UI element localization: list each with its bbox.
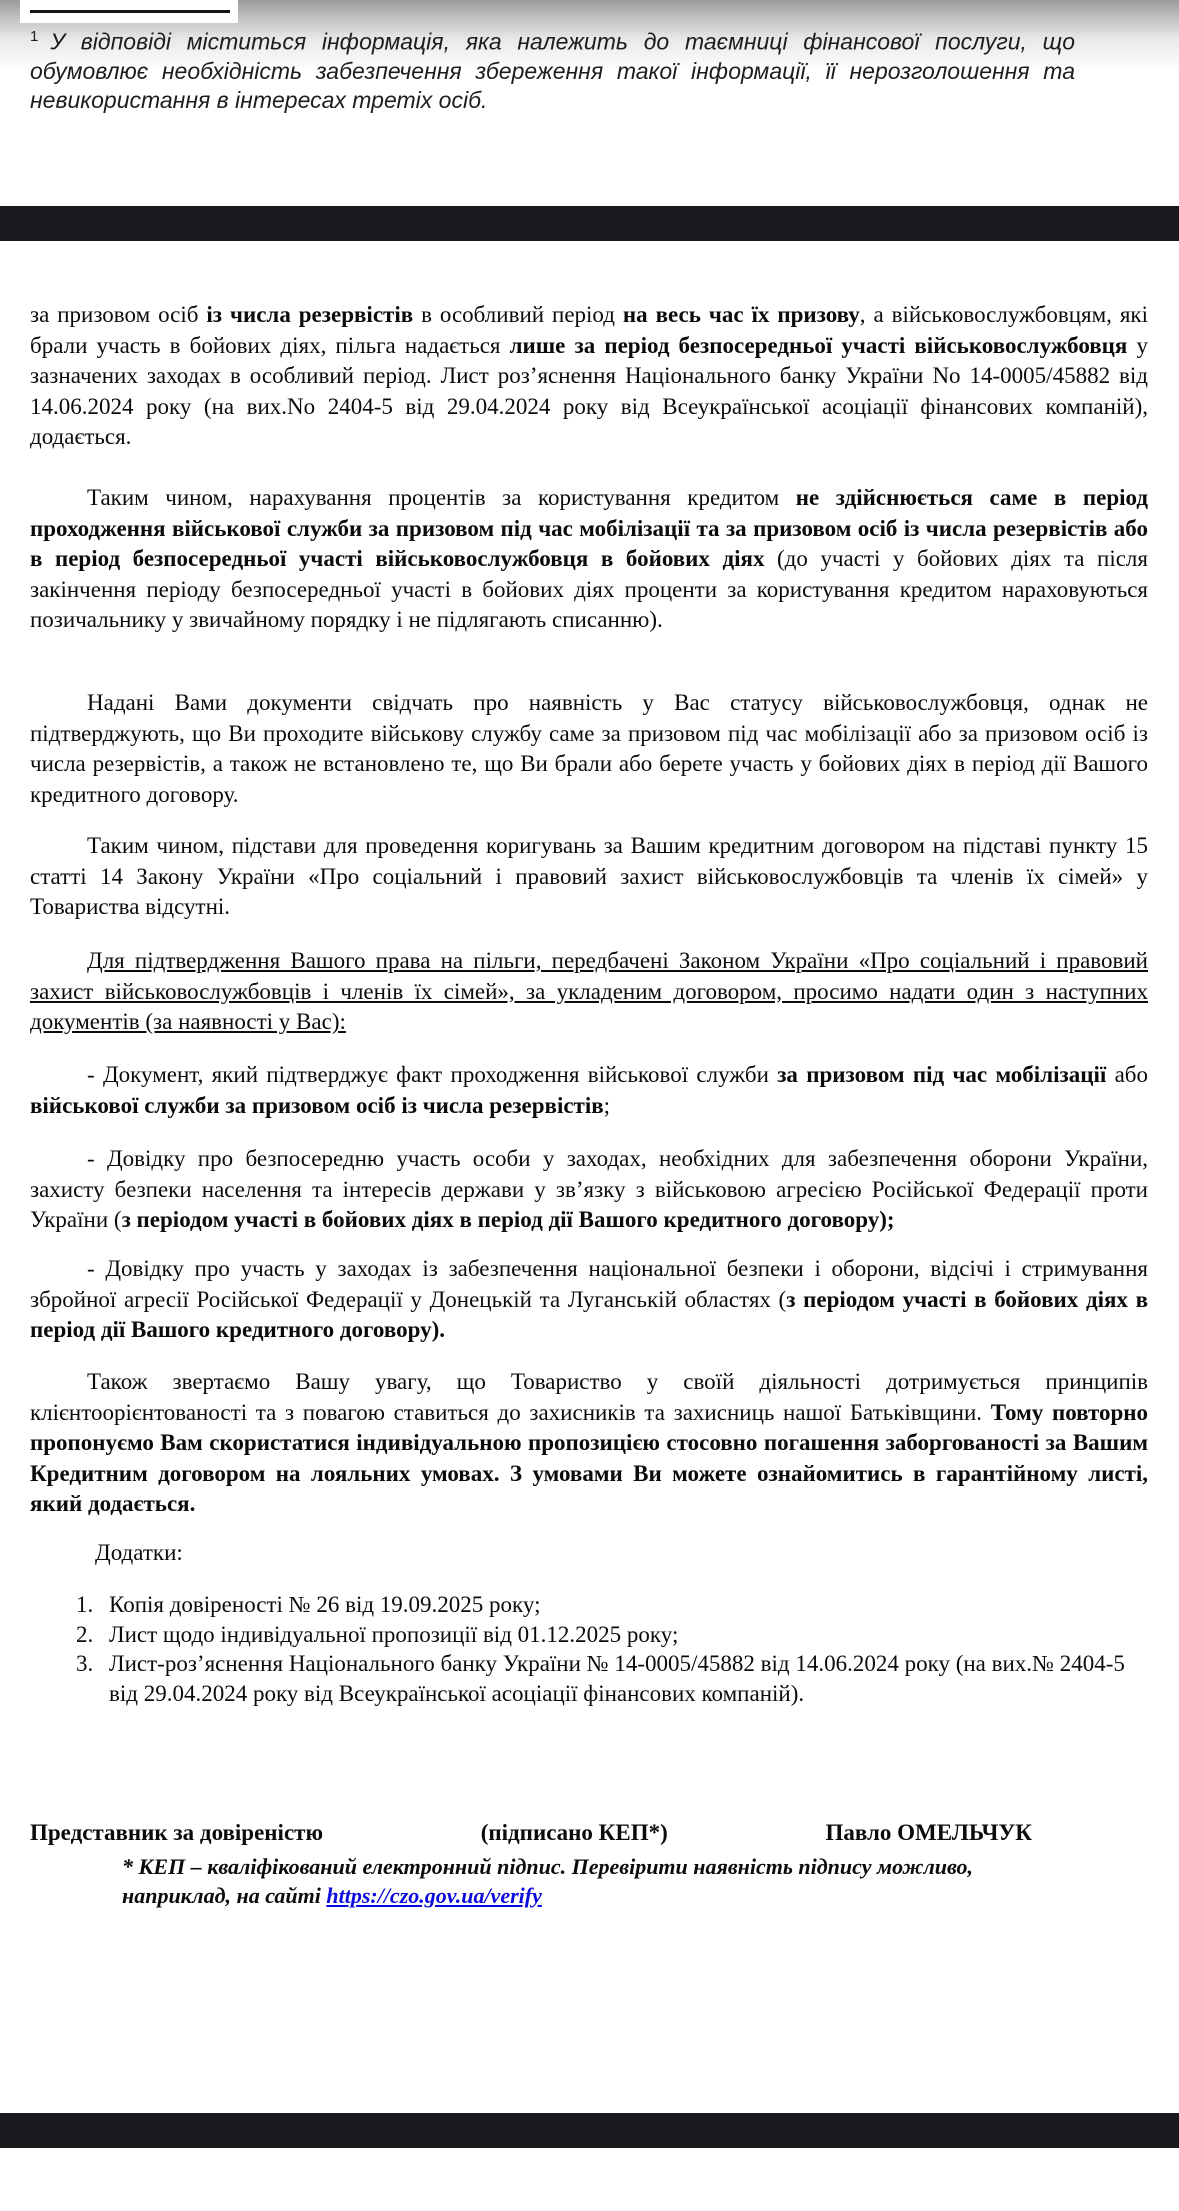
paragraph-no-grounds: Таким чином, підстави для проведення коригувань за Вашим кредитним договором на підставі пункту 15 статті 14 Закону України «Про соціальний і правовий захист військовослужбовців та членів їх сімей» у Товариства відсутні. bbox=[30, 833, 1148, 919]
paragraph-document-option-3: - Довідку про участь у заходах із забезпечення національної безпеки і оборони, відсічі і стримування збройної агресії Російської Федерації у Донецькій та Луганській областях (з періодом участі в бойових діях в період дії Вашого кредитного договору). bbox=[30, 1256, 1148, 1342]
paragraph-document-option-1: - Документ, який підтверджує факт проходження військової служби за призовом під час мобілізації або військової служби за призовом осіб із числа резервістів; bbox=[30, 1062, 1148, 1118]
qes-footnote: * КЕП – кваліфікований електронний підпис. Перевірити наявність підпису можливо, наприклад, на сайті https://czo.gov.ua/verify bbox=[122, 1854, 974, 1908]
signing-method: (підписано КЕП*) bbox=[480, 1820, 668, 1845]
paragraph-documents-status: Надані Вами документи свідчать про наявність у Вас статусу військовослужбовця, однак не підтверджують, що Ви проходите військову службу саме за призовом під час мобілізації або за призовом осіб із числа резервістів, а також не встановлено те, що Ви брали або берете участь у бойових діях в період дії Вашого кредитного договору. bbox=[30, 690, 1148, 807]
verify-link[interactable]: https://czo.gov.ua/verify bbox=[326, 1883, 542, 1908]
footnote-separator-line bbox=[30, 10, 230, 13]
footnote bbox=[30, 22, 1075, 115]
paragraph-interest-accrual: Таким чином, нарахування процентів за користування кредитом не здійснюється саме в період проходження військової служби за призовом під час мобілізації та за призовом осіб із числа резервістів або в період безпосередньої участі військовослужбовця в бойових діях (до участі у бойових діях та після закінчення періоду безпосередньої участі в бойових діях проценти за користування кредитом нараховуються позичальнику у звичайному порядку і не підлягають списанню). bbox=[30, 485, 1148, 632]
signer-name: Павло ОМЕЛЬЧУК bbox=[825, 1820, 1032, 1845]
attachment-item: 2. Лист щодо індивідуальної пропозиції від 01.12.2025 року; bbox=[99, 1620, 1129, 1650]
attachment-item: 3. Лист-роз’яснення Національного банку України № 14-0005/45882 від 14.06.2024 року (на вих.№ 2404-5 від 29.04.2024 року від Всеукраїнської асоціації фінансових компаній). bbox=[99, 1649, 1129, 1708]
attachment-item: 1. Копія довіреності № 26 від 19.09.2025 року; bbox=[99, 1590, 1129, 1620]
footnote-text: У відповіді міститься інформація, яка належить до таємниці фінансової послуги, що обумовлює необхідність забезпечення збереження такої інформації, її нерозголошення та невикористання в інтересах третіх осіб. bbox=[30, 28, 1075, 113]
signer-role: Представник за довіреністю bbox=[30, 1820, 324, 1845]
attachments-heading: Додатки: bbox=[95, 1540, 183, 1565]
redaction-bar-top bbox=[0, 206, 1179, 241]
paragraph-loyalty-offer: Також звертаємо Вашу увагу, що Товариство у своїй діяльності дотримується принципів клієнтоорієнтованості та з повагою ставиться до захисників та захисниць нашої Батьківщини. Тому повторно пропонуємо Вам скористатися індивідуальною пропозицією стосовно погашення заборгованості за Вашим Кредитним договором на лояльних умовах. З умовами Ви можете ознайомитись в гарантійному листі, який додається. bbox=[30, 1369, 1149, 1516]
redaction-bar-bottom bbox=[0, 2113, 1179, 2148]
signature-row bbox=[30, 1820, 1032, 1846]
paragraph-benefit-period: за призовом осіб із числа резервістів в особливий період на весь час їх призову, а військовослужбовцям, які брали участь в бойових діях, пільга надається лише за період безпосередньої участі військовослужбовця у зазначених заходах в особливий період. Лист роз’яснення Національного банку України No 14-0005/45882 від 14.06.2024 року (на вих.No 2404-5 від 29.04.2024 року від Всеукраїнської асоціації фінансових компаній), додається. bbox=[30, 302, 1148, 449]
footnote-marker: 1 bbox=[30, 28, 39, 45]
paragraph-document-option-2: - Довідку про безпосередню участь особи у заходах, необхідних для забезпечення оборони України, захисту безпеки населення та інтересів держави у зв’язку з військовою агресією Російської Федерації проти України (з періодом участі в бойових діях в період дії Вашого кредитного договору); bbox=[30, 1146, 1148, 1232]
attachments-list bbox=[65, 1590, 1129, 1708]
paragraph-request-documents: Для підтвердження Вашого права на пільги, передбачені Законом України «Про соціальний і правовий захист військовослужбовців і членів їх сімей», за укладеним договором, просимо надати один з наступних документів (за наявності у Вас): bbox=[30, 948, 1148, 1034]
